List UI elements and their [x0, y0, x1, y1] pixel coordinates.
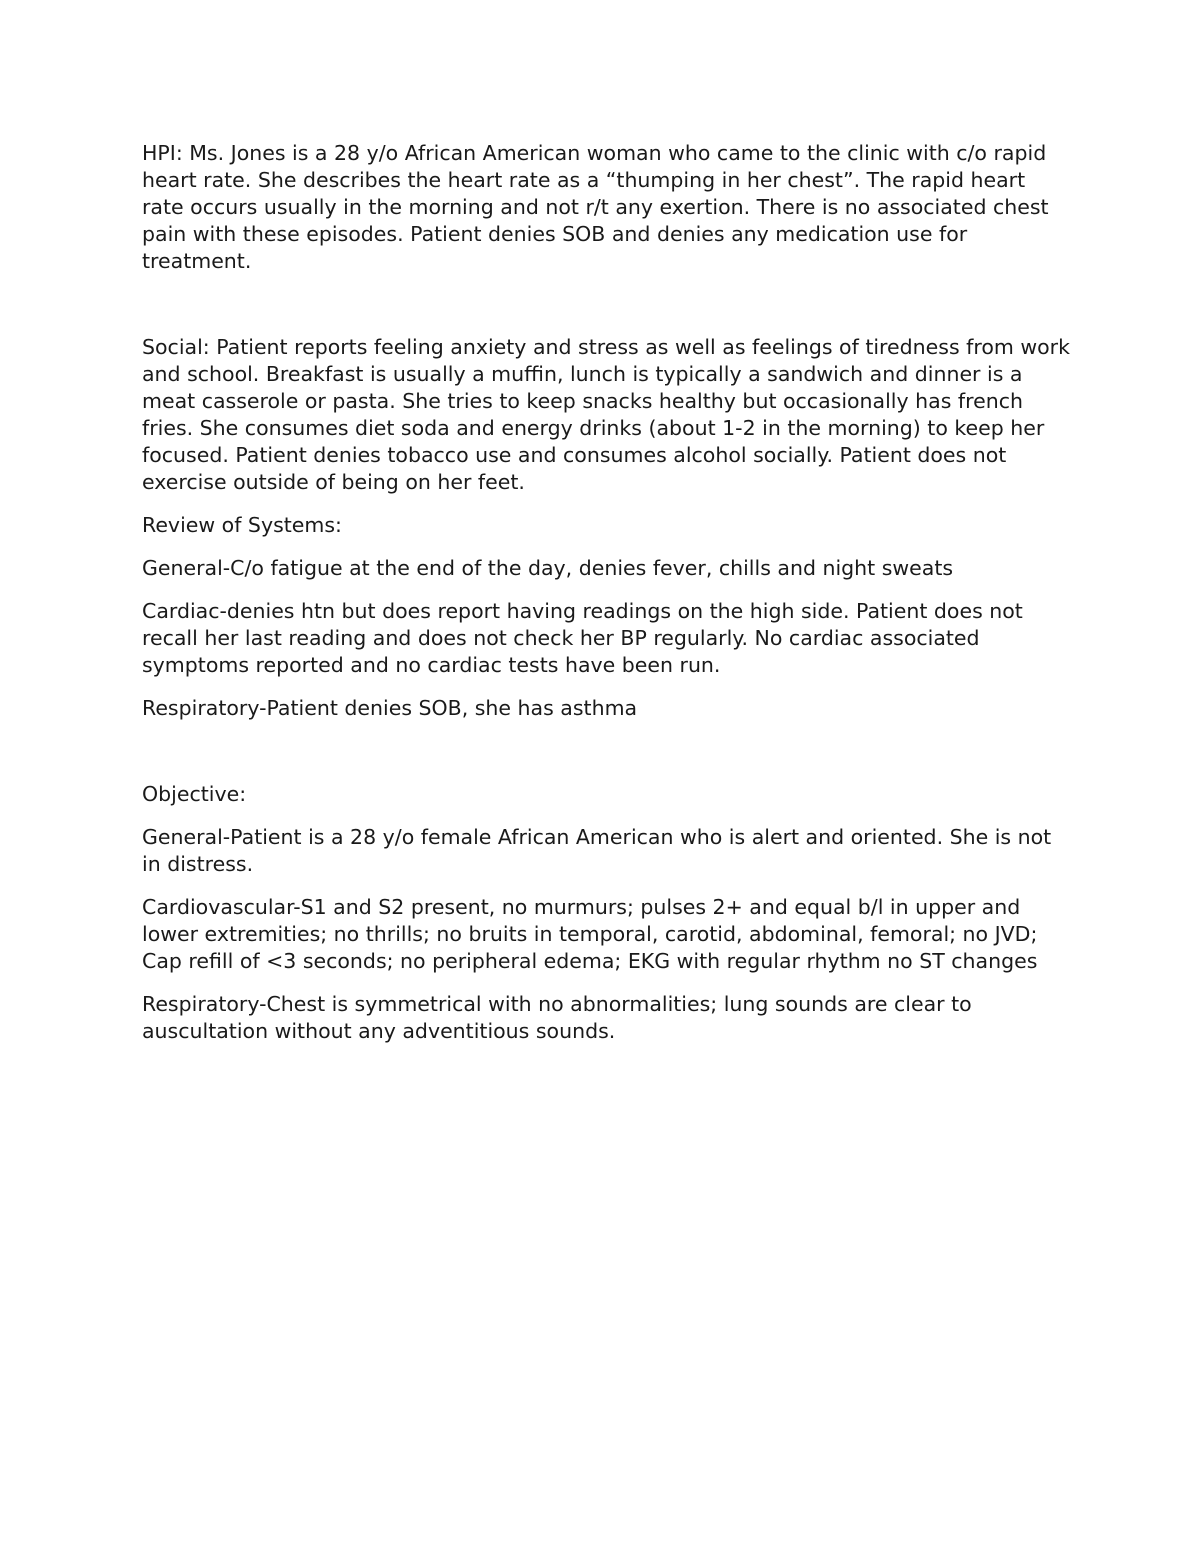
obj-respiratory-paragraph: Respiratory-Chest is symmetrical with no abnormalities; lung sounds are clear to auscultation without any adventitious sounds.	[142, 992, 972, 1043]
section-spacer	[142, 722, 1072, 781]
obj-cardiovascular-paragraph: Cardiovascular-S1 and S2 present, no murmurs; pulses 2+ and equal b/l in upper and lower extremities; no thrills; no bruits in temporal, carotid, abdominal, femoral; no JVD; Cap refill of <3 seconds; no peripheral edema; EKG with regular rhythm no ST changes	[142, 895, 1038, 973]
ros-cardiac-paragraph: Cardiac-denies htn but does report having readings on the high side. Patient does not recall her last reading and does not check her BP regularly. No cardiac associated symptoms reported and no cardiac tests have been run.	[142, 599, 1023, 677]
objective-heading: Objective:	[142, 782, 247, 806]
ros-respiratory-paragraph: Respiratory-Patient denies SOB, she has asthma	[142, 696, 638, 720]
social-paragraph: Social: Patient reports feeling anxiety and stress as well as feelings of tiredness from work and school. Breakfast is usually a muffin, lunch is typically a sandwich and dinner is a meat casserole or pasta. She tries to keep snacks healthy but occasionally has french fries. She consumes diet soda and energy drinks (about 1-2 in the morning) to keep her focused. Patient denies tobacco use and consumes alcohol socially. Patient does not exercise outside of being on her feet.	[142, 335, 1070, 494]
section-spacer	[142, 275, 1072, 334]
ros-general-paragraph: General-C/o fatigue at the end of the day, denies fever, chills and night sweats	[142, 556, 954, 580]
ros-heading: Review of Systems:	[142, 513, 342, 537]
obj-general-paragraph: General-Patient is a 28 y/o female African American who is alert and oriented. She is not in distress.	[142, 825, 1052, 876]
document-body	[142, 140, 1072, 1061]
hpi-paragraph: HPI: Ms. Jones is a 28 y/o African American woman who came to the clinic with c/o rapid heart rate. She describes the heart rate as a “thumping in her chest”. The rapid heart rate occurs usually in the morning and not r/t any exertion. There is no associated chest pain with these episodes. Patient denies SOB and denies any medication use for treatment.	[142, 141, 1049, 273]
